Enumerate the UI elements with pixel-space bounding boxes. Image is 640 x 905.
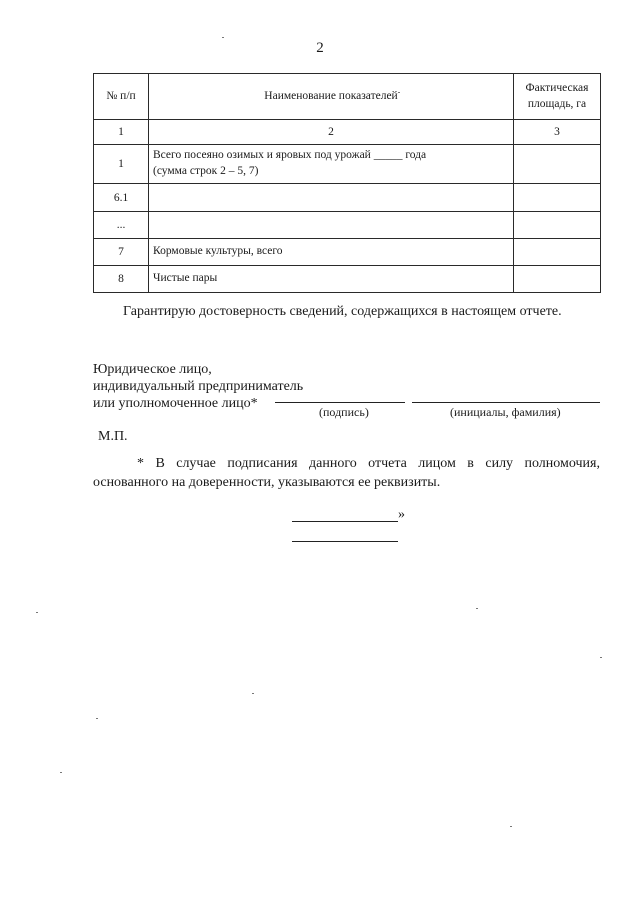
row-name-line1: Всего посеяно озимых и яровых под урожай _____ года — [153, 149, 427, 162]
header-name: Наименование показателей — [149, 74, 514, 120]
signature-caption: (подпись) — [319, 405, 369, 419]
table-row — [94, 184, 601, 212]
index-cell-3: 3 — [514, 120, 601, 145]
scan-speck — [222, 37, 224, 38]
table-row — [94, 239, 601, 266]
header-area-line2: площадь, га — [527, 97, 587, 110]
header-area-line1: Фактическая — [525, 81, 589, 94]
index-cell-1: 1 — [94, 120, 149, 145]
scan-speck — [36, 612, 38, 613]
stamp-label: М.П. — [98, 429, 128, 444]
row-num: 1 — [94, 145, 149, 184]
scan-speck — [600, 657, 602, 658]
closing-line — [292, 521, 398, 522]
table-header-row — [94, 74, 601, 120]
guarantee-statement: Гарантирую достоверность сведений, содержащихся в настоящем отчете. — [123, 304, 562, 319]
row-num: ... — [94, 212, 149, 239]
footnote: * В случае подписания данного отчета лицом в силу полномочия, основанного на доверенности, указываются ее реквизиты. — [93, 456, 600, 490]
index-cell-2: 2 — [149, 120, 514, 145]
signer-line-1: Юридическое лицо, — [93, 362, 212, 377]
scan-speck — [476, 608, 478, 609]
row-area — [514, 239, 601, 266]
table-row — [94, 145, 601, 184]
row-area — [514, 212, 601, 239]
scan-speck — [398, 92, 400, 93]
table-index-row — [94, 120, 601, 145]
name-caption: (инициалы, фамилия) — [450, 405, 561, 419]
report-table — [93, 73, 601, 293]
scan-speck — [510, 826, 512, 827]
table-row — [94, 266, 601, 293]
signer-line-3: или уполномоченное лицо* — [93, 396, 258, 411]
header-area — [514, 74, 601, 120]
row-name-line2: (сумма строк 2 – 5, 7) — [153, 165, 259, 177]
scan-speck — [96, 718, 98, 719]
row-area — [514, 145, 601, 184]
closing-line — [292, 541, 398, 542]
signer-line-2: индивидуальный предприниматель — [93, 379, 304, 394]
row-name — [149, 212, 514, 239]
row-num: 6.1 — [94, 184, 149, 212]
closing-quote: » — [398, 507, 405, 522]
row-num: 8 — [94, 266, 149, 293]
row-name: Чистые пары — [149, 266, 514, 293]
row-area — [514, 184, 601, 212]
row-name — [149, 145, 514, 184]
header-num: № п/п — [94, 74, 149, 120]
row-area — [514, 266, 601, 293]
page-number: 2 — [316, 40, 324, 56]
row-num: 7 — [94, 239, 149, 266]
table-row — [94, 212, 601, 239]
row-name: Кормовые культуры, всего — [149, 239, 514, 266]
signature-line — [275, 402, 405, 403]
scan-speck — [60, 772, 62, 773]
row-name — [149, 184, 514, 212]
name-line — [412, 402, 600, 403]
scan-speck — [252, 693, 254, 694]
